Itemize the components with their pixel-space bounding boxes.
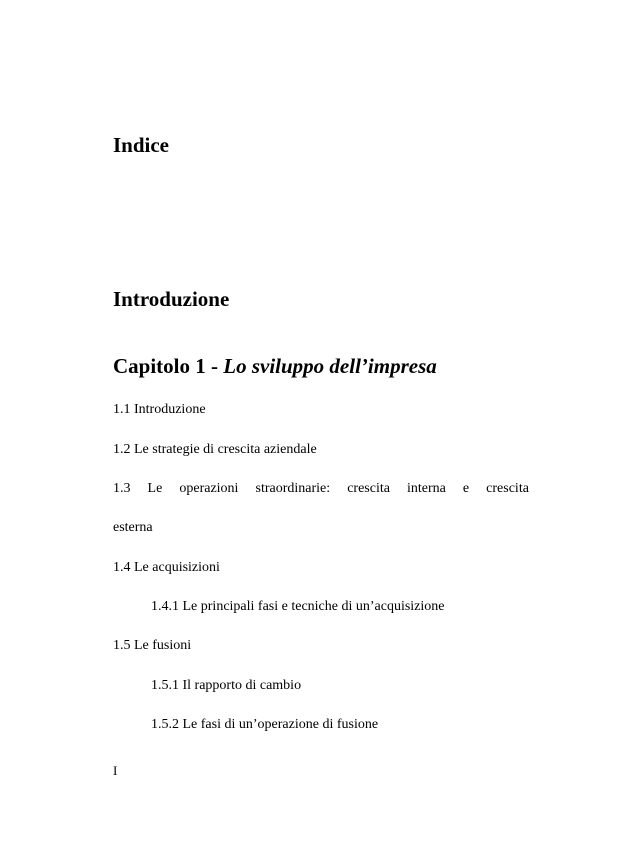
toc-entry-1-3-line2: esterna bbox=[113, 520, 153, 535]
chapter-1-prefix: Capitolo 1 - bbox=[113, 354, 224, 378]
index-title: Indice bbox=[113, 133, 170, 157]
toc-entry-1-3-word: crescita bbox=[486, 481, 529, 496]
chapter-1-heading bbox=[113, 354, 437, 379]
toc-entry-1-3-word: operazioni bbox=[179, 481, 239, 496]
toc-entry-1-4: 1.4 Le acquisizioni bbox=[113, 560, 220, 575]
toc-entry-1-5: 1.5 Le fusioni bbox=[113, 638, 192, 653]
toc-entry-1-3-word: e bbox=[462, 481, 470, 496]
toc-entry-1-5-1: 1.5.1 Il rapporto di cambio bbox=[151, 678, 302, 693]
toc-entry-1-3-word: 1.3 bbox=[113, 481, 131, 496]
toc-entry-1-5-2: 1.5.2 Le fasi di un’operazione di fusione bbox=[151, 717, 379, 732]
introduction-heading: Introduzione bbox=[113, 287, 230, 311]
toc-entry-1-3-word: interna bbox=[406, 481, 446, 496]
toc-entry-1-1: 1.1 Introduzione bbox=[113, 402, 206, 417]
toc-entry-1-3-word: straordinarie: bbox=[255, 481, 331, 496]
chapter-1-title: Lo sviluppo dell’impresa bbox=[223, 354, 437, 378]
toc-entry-1-3-word: crescita bbox=[347, 481, 390, 496]
page-number: I bbox=[113, 763, 118, 778]
toc-entry-1-4-1: 1.4.1 Le principali fasi e tecniche di un’acquisizione bbox=[151, 599, 445, 614]
toc-entry-1-2: 1.2 Le strategie di crescita aziendale bbox=[113, 442, 317, 457]
toc-entry-1-3-word: Le bbox=[147, 481, 163, 496]
toc-entry-1-3-line1 bbox=[113, 481, 529, 497]
